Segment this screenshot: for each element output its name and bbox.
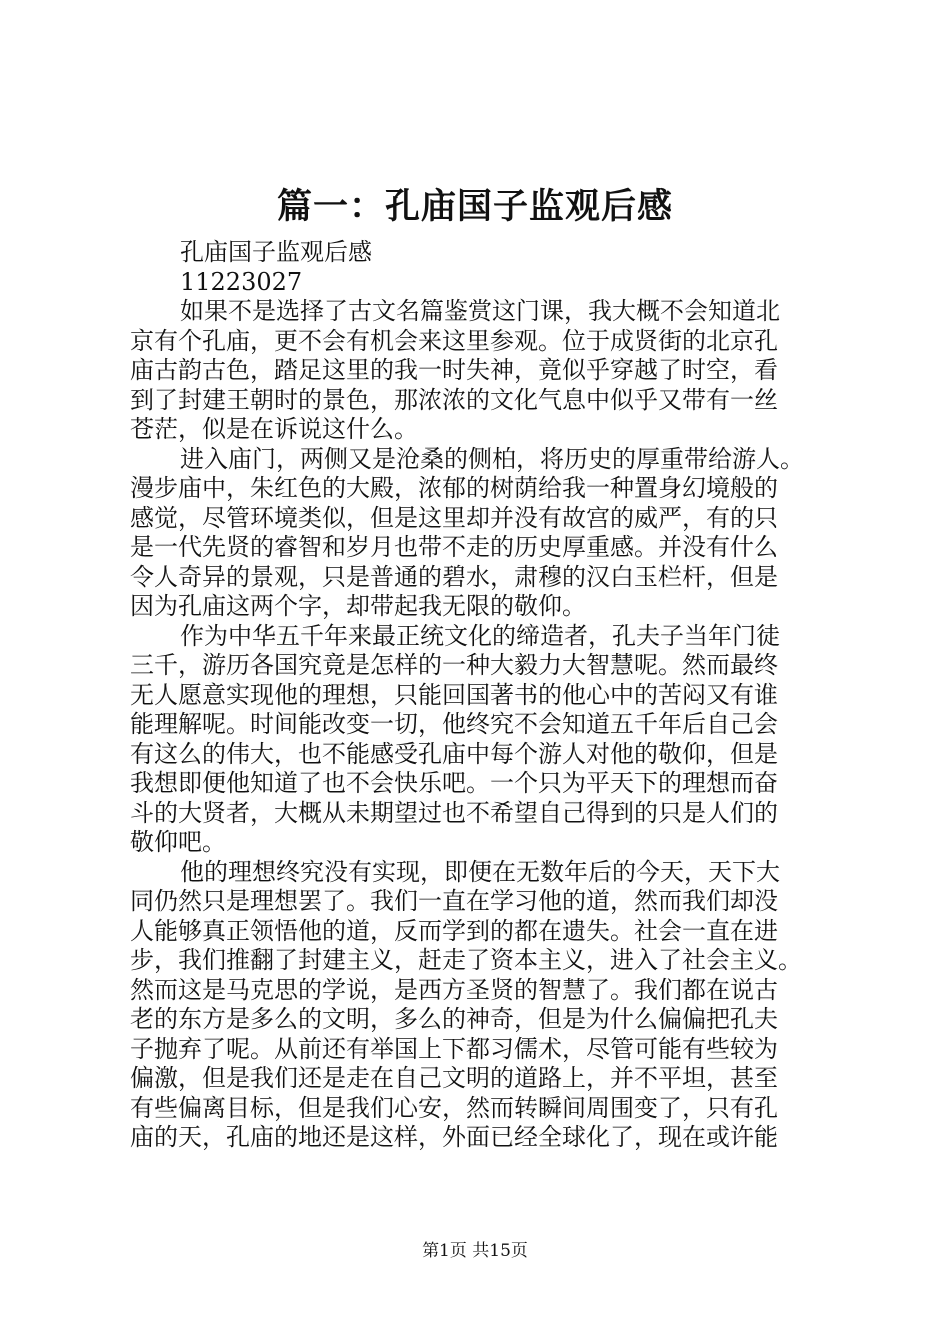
- paragraph-line: 到了封建王朝时的景色，那浓浓的文化气息中似乎又带有一丝: [130, 385, 778, 414]
- paragraph-line: 是一代先贤的睿智和岁月也带不走的历史厚重感。并没有什么: [130, 533, 778, 561]
- paragraph-line: 他的理想终究没有实现，即便在无数年后的今天，天下大: [180, 857, 780, 886]
- document-body: [130, 238, 830, 1153]
- paragraph-line: 京有个孔庙，更不会有机会来这里参观。位于成贤街的北京孔: [130, 326, 778, 355]
- paragraph-line: 有这么的伟大，也不能感受孔庙中每个游人对他的敬仰，但是: [130, 739, 778, 768]
- paragraph-line: 无人愿意实现他的理想，只能回国著书的他心中的苦闷又有谁: [130, 680, 778, 709]
- paragraph-line: 有些偏离目标，但是我们心安，然而转瞬间周围变了，只有孔: [130, 1093, 778, 1122]
- paragraph-line: 漫步庙中，朱红色的大殿，浓郁的树荫给我一种置身幻境般的: [130, 474, 778, 502]
- paragraph-line: 人能够真正领悟他的道，反而学到的都在遗失。社会一直在进: [130, 916, 778, 945]
- paragraph-line: 进入庙门，两侧又是沧桑的侧柏，将历史的厚重带给游人。: [180, 444, 804, 473]
- paragraph-line: 然而这是马克思的学说，是西方圣贤的智慧了。我们都在说古: [130, 975, 778, 1004]
- paragraph-line: 偏激，但是我们还是走在自己文明的道路上，并不平坦，甚至: [130, 1064, 778, 1092]
- paragraph-line: 斗的大贤者，大概从未期望过也不希望自己得到的只是人们的: [130, 798, 778, 827]
- paragraph-line: 作为中华五千年来最正统文化的缔造者，孔夫子当年门徒: [180, 621, 780, 650]
- paragraph-line: 令人奇异的景观，只是普通的碧水，肃穆的汉白玉栏杆，但是: [130, 562, 778, 591]
- page-number-footer: 第1页 共15页: [422, 1241, 528, 1261]
- paragraph-2: [130, 445, 830, 622]
- paragraph-line: 感觉，尽管环境类似，但是这里却并没有故宫的威严，有的只: [130, 503, 778, 532]
- paragraph-1: [130, 297, 830, 445]
- paragraph-line: 苍茫，似是在诉说这什么。: [130, 415, 418, 443]
- paragraph-line: 如果不是选择了古文名篇鉴赏这门课，我大概不会知道北: [180, 297, 780, 325]
- document-title: 篇一：孔庙国子监观后感: [276, 186, 673, 227]
- paragraph-4: [130, 858, 830, 1153]
- paragraph-line: 能理解呢。时间能改变一切，他终究不会知道五千年后自己会: [130, 710, 778, 738]
- paragraph-3: [130, 622, 830, 858]
- paragraph-line: 同仍然只是理想罢了。我们一直在学习他的道，然而我们却没: [130, 887, 778, 915]
- paragraph-line: 庙古韵古色，踏足这里的我一时失神，竟似乎穿越了时空，看: [130, 356, 778, 384]
- paragraph-line: 庙的天，孔庙的地还是这样，外面已经全球化了，现在或许能: [130, 1123, 778, 1151]
- paragraph-line: 老的东方是多么的文明，多么的神奇，但是为什么偏偏把孔夫: [130, 1005, 778, 1033]
- subtitle-line: 孔庙国子监观后感: [180, 238, 372, 266]
- paragraph-line: 子抛弃了呢。从前还有举国上下都习儒术，尽管可能有些较为: [130, 1034, 778, 1063]
- student-id-line: 11223027: [180, 267, 303, 296]
- paragraph-line: 敬仰吧。: [130, 828, 226, 856]
- paragraph-line: 我想即便他知道了也不会快乐吧。一个只为平天下的理想而奋: [130, 769, 778, 797]
- paragraph-line: 因为孔庙这两个字，却带起我无限的敬仰。: [130, 592, 586, 620]
- paragraph-line: 步，我们推翻了封建主义，赶走了资本主义，进入了社会主义。: [130, 946, 802, 974]
- paragraph-line: 三千，游历各国究竟是怎样的一种大毅力大智慧呢。然而最终: [130, 651, 778, 679]
